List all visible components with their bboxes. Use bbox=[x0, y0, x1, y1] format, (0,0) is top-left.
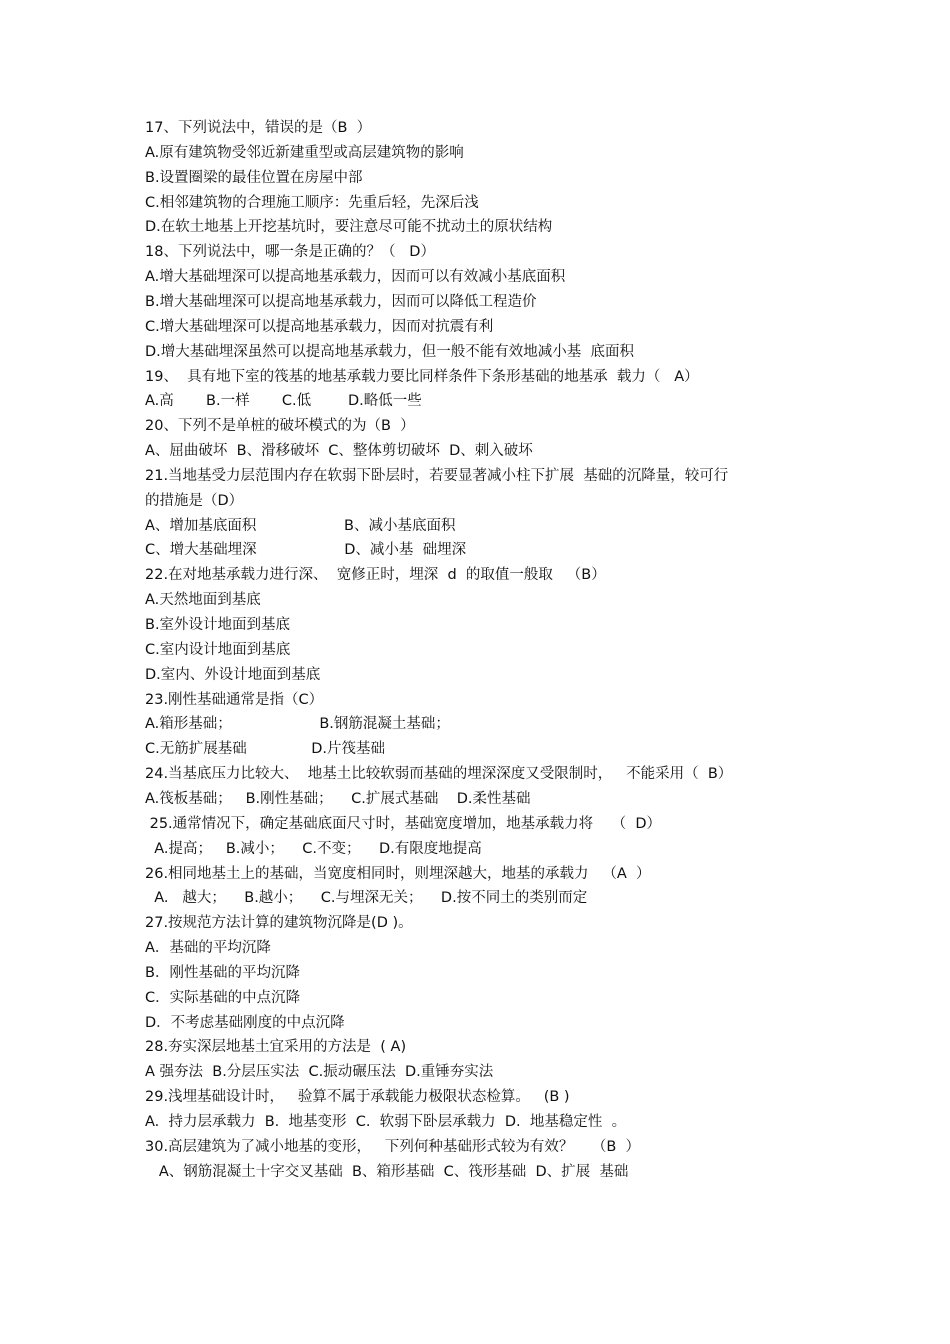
text-line: 22.在对地基承载力进行深、 宽修正时，埋深 d 的取值一般取 （B） bbox=[145, 567, 606, 584]
text-line: A.提高； B.减小； C.不变； D.有限度地提高 bbox=[145, 840, 482, 857]
text-line: B.增大基础埋深可以提高地基承载力，因而可以降低工程造价 bbox=[145, 293, 537, 310]
text-line: 29.浅埋基础设计时， 验算不属于承载能力极限状态检算。 (B ) bbox=[145, 1089, 570, 1106]
text-line: A．基础的平均沉降 bbox=[145, 940, 271, 957]
text-line: D.增大基础埋深虽然可以提高地基承载力，但一般不能有效地减小基 底面积 bbox=[145, 343, 634, 360]
text-line: A.箱形基础； B.钢筋混凝土基础； bbox=[145, 716, 450, 733]
text-line: D.在软土地基上开挖基坑时，要注意尽可能不扰动土的原状结构 bbox=[145, 219, 553, 236]
text-line: 25.通常情况下，确定基础底面尺寸时，基础宽度增加，地基承载力将 （ D） bbox=[145, 815, 661, 832]
text-line: B.设置圈梁的最佳位置在房屋中部 bbox=[145, 169, 363, 186]
text-line: 18、下列说法中，哪一条是正确的？（ D） bbox=[145, 244, 435, 261]
text-line: 26.相同地基土上的基础，当宽度相同时，则埋深越大，地基的承载力 （A ） bbox=[145, 865, 651, 882]
text-line: B．刚性基础的平均沉降 bbox=[145, 964, 300, 981]
text-line: 28.夯实深层地基土宜采用的方法是 ( A) bbox=[145, 1039, 407, 1056]
text-line: B.室外设计地面到基底 bbox=[145, 617, 291, 633]
text-line: 23.刚性基础通常是指（C） bbox=[145, 691, 324, 708]
text-line: 20、下列不是单桩的破坏模式的为（B ） bbox=[145, 418, 415, 435]
text-line: A.高 B.一样 C.低 D.略低一些 bbox=[145, 393, 422, 410]
text-line: A. 越大； B.越小； C.与埋深无关； D.按不同土的类别而定 bbox=[145, 890, 588, 907]
text-line: 30.高层建筑为了减小地基的变形， 下列何种基础形式较为有效？ （B ） bbox=[145, 1138, 640, 1155]
text-line: C．实际基础的中点沉降 bbox=[145, 989, 301, 1006]
text-line: C.增大基础埋深可以提高地基承载力，因而对抗震有利 bbox=[145, 318, 494, 335]
text-line: A 强夯法 B.分层压实法 C.振动碾压法 D.重锤夯实法 bbox=[145, 1064, 494, 1081]
text-line: 19、 具有地下室的筏基的地基承载力要比同样条件下条形基础的地基承 载力（ A） bbox=[145, 368, 699, 385]
text-line: 17、下列说法中，错误的是（B ） bbox=[145, 120, 372, 136]
text-line: C、增大基础埋深 D、减小基 础埋深 bbox=[145, 542, 467, 559]
text-line: A. 持力层承载力 B. 地基变形 C. 软弱下卧层承载力 D. 地基稳定性 。 bbox=[145, 1114, 627, 1130]
text-line: A.天然地面到基底 bbox=[145, 592, 261, 609]
text-line: A.增大基础埋深可以提高地基承载力，因而可以有效减小基底面积 bbox=[145, 269, 566, 286]
text-line: C.相邻建筑物的合理施工顺序：先重后轻，先深后浅 bbox=[145, 194, 479, 211]
text-line: A、钢筋混凝土十字交叉基础 B、箱形基础 C、筏形基础 D、扩展 基础 bbox=[145, 1163, 629, 1180]
text-line: 21.当地基受力层范围内存在软弱下卧层时，若要显著减小柱下扩展 基础的沉降量，较可行 bbox=[145, 467, 729, 484]
text-line: D．不考虑基础刚度的中点沉降 bbox=[145, 1014, 345, 1031]
text-line: A、屈曲破坏 B、滑移破坏 C、整体剪切破坏 D、刺入破坏 bbox=[145, 443, 533, 460]
text-line: 24.当基底压力比较大、 地基土比较软弱而基础的埋深深度又受限制时， 不能采用（ B） bbox=[145, 766, 733, 783]
text-line: C.室内设计地面到基底 bbox=[145, 641, 291, 658]
text-line: 的措施是（D） bbox=[145, 492, 244, 509]
text-line: D.室内、外设计地面到基底 bbox=[145, 666, 321, 683]
text-line: A.原有建筑物受邻近新建重型或高层建筑物的影响 bbox=[145, 144, 464, 161]
text-line: 27.按规范方法计算的建筑物沉降是(D )。 bbox=[145, 915, 413, 932]
text-line: A.筏板基础； B.刚性基础； C.扩展式基础 D.柔性基础 bbox=[145, 790, 531, 807]
text-line: A、增加基底面积 B、减小基底面积 bbox=[145, 517, 456, 534]
text-line: C.无筋扩展基础 D.片筏基础 bbox=[145, 741, 386, 758]
